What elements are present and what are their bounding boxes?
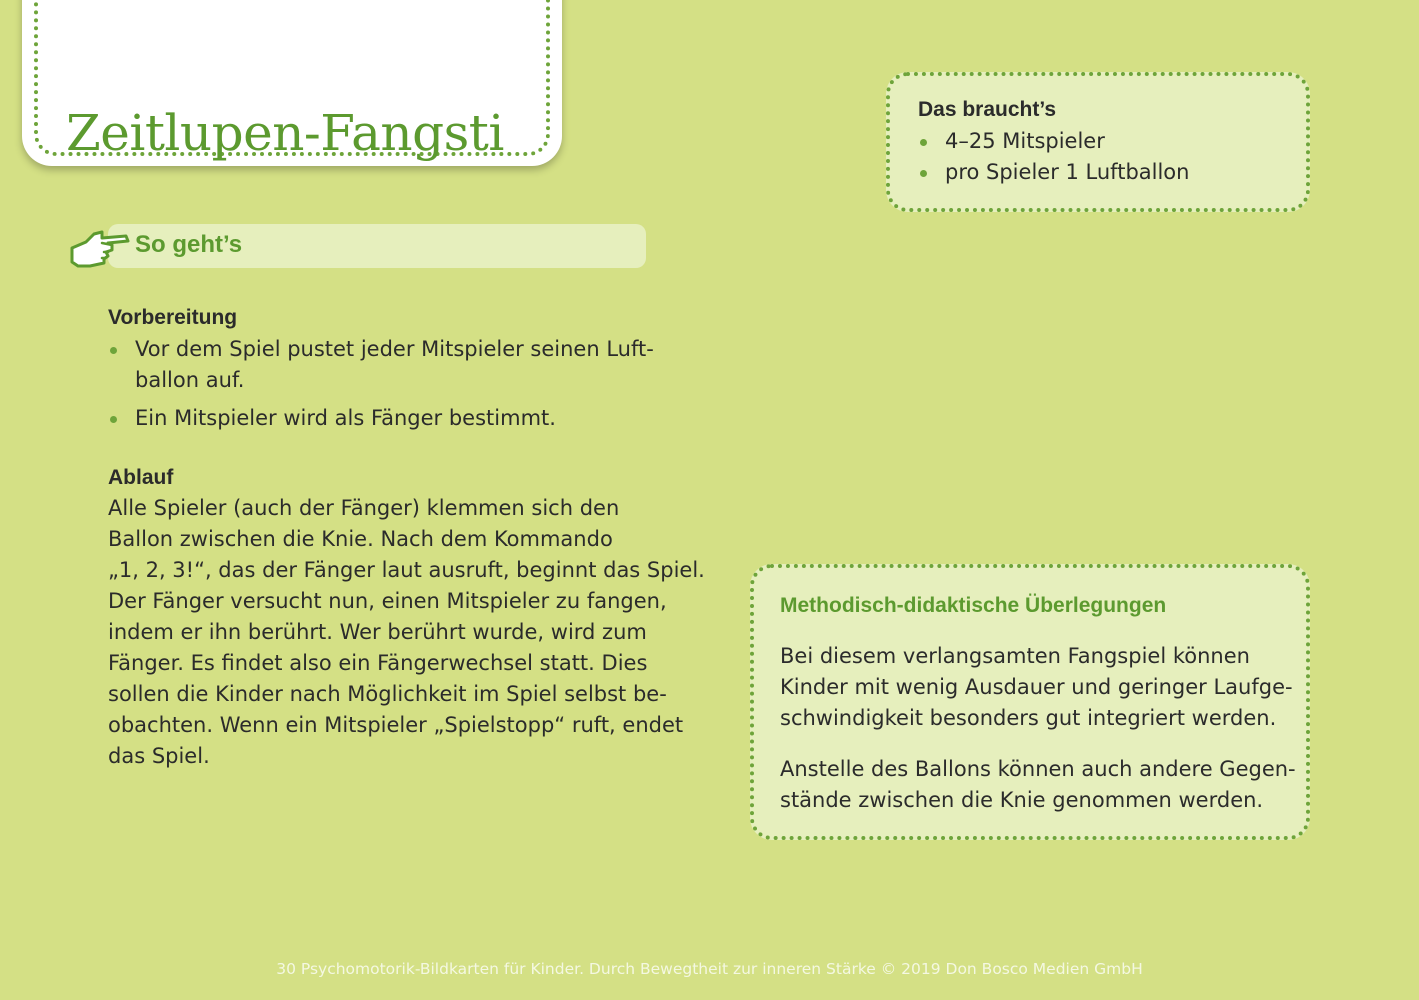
vorbereitung-item [108, 334, 668, 395]
text-line: „1, 2, 3!“, das der Fänger laut ausruft, beginnt das Spiel. [108, 557, 705, 582]
text-line: Ballon zwischen die Knie. Nach dem Kommando [108, 526, 613, 551]
ablauf-text [108, 493, 705, 772]
text-line: schwindigkeit besonders gut integriert werden. [780, 706, 1277, 730]
text-line: Vor dem Spiel pustet jeder Mitspieler seinen Luft- [135, 337, 654, 361]
text-line: Bei diesem verlangsamten Fangspiel können [780, 644, 1250, 668]
materials-item: pro Spieler 1 Luftballon [918, 157, 1280, 188]
text-line: sollen die Kinder nach Möglichkeit im Spiel selbst be- [108, 681, 667, 706]
text-line: ballon auf. [135, 367, 245, 392]
materials-heading: Das braucht’s [918, 98, 1057, 121]
howto-label: So geht’s [135, 231, 243, 258]
text-line: stände zwischen die Knie genommen werden. [780, 788, 1264, 812]
text-line: Anstelle des Ballons können auch andere Gegen- [780, 757, 1296, 781]
text-line: das Spiel. [108, 743, 210, 768]
methodology-heading: Methodisch-didaktische Überlegungen [780, 594, 1167, 617]
materials-list [918, 126, 1280, 188]
materials-item: 4–25 Mitspieler [918, 126, 1280, 157]
vorbereitung-heading: Vorbereitung [108, 306, 238, 329]
text-line: Der Fänger versucht nun, einen Mitspieler zu fangen, [108, 588, 667, 613]
text-line: Kinder mit wenig Ausdauer und geringer Laufge- [780, 675, 1293, 699]
instructions [108, 302, 705, 772]
materials-box [886, 72, 1310, 212]
pointing-hand-icon [68, 226, 132, 272]
vorbereitung-item [108, 403, 668, 434]
ablauf-heading: Ablauf [108, 465, 174, 489]
text-line: obachten. Wenn ein Mitspieler „Spielstopp“ ruft, endet [108, 712, 684, 737]
text-line: Alle Spieler (auch der Fänger) klemmen sich den [108, 495, 620, 520]
methodology-box [750, 564, 1310, 840]
ablauf-section [108, 462, 705, 772]
page-title: Zeitlupen-Fangsti [66, 104, 504, 162]
vorbereitung-list [108, 334, 668, 434]
methodology-paragraph [780, 754, 1296, 816]
text-line: indem er ihn berührt. Wer berührt wurde, wird zum [108, 619, 647, 644]
footer-copyright: 30 Psychomotorik-Bildkarten für Kinder. Durch Bewegtheit zur inneren Stärke © 2019 Don Bosco Medien GmbH [276, 960, 1143, 978]
text-line: Ein Mitspieler wird als Fänger bestimmt. [135, 406, 556, 430]
methodology-paragraph [780, 641, 1293, 734]
text-line: Fänger. Es findet also ein Fängerwechsel statt. Dies [108, 650, 648, 675]
